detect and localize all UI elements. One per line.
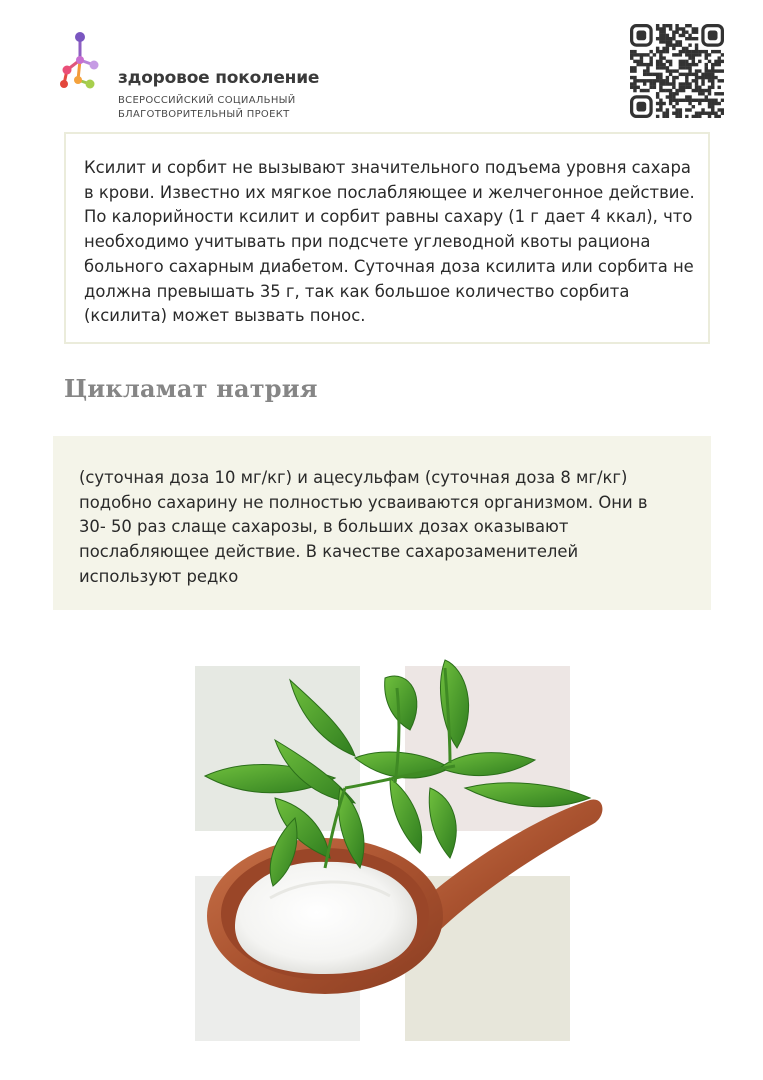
qr-code-icon[interactable] xyxy=(630,24,724,118)
section-heading: Цикламат натрия xyxy=(64,374,318,403)
brand-name: здоровое поколение xyxy=(118,68,320,88)
info-box-cyclamate xyxy=(53,436,711,610)
brand-subtitle xyxy=(118,94,296,122)
white-powder xyxy=(235,862,417,974)
info-box-text: (суточная доза 10 мг/кг) и ацесульфам (суточная доза 8 мг/кг) подобно сахарину не полностью усваиваются организмом. Они в 30- 50 раз слаще сахарозы, в больших дозах оказывают послабляющее действие. В качестве сахарозаменителей используют редко xyxy=(79,468,648,586)
info-box-xylitol xyxy=(64,132,710,344)
molecule-logo-icon xyxy=(58,30,104,92)
info-box-text: Ксилит и сорбит не вызывают значительного подъема уровня сахара в крови. Известно их мягкое послабляющее и желчегонное действие. По калорийности ксилит и сорбит равны сахару (1 г дает 4 ккал), что необходимо учитывать при подсчете углеводной квоты рациона больного сахарным диабетом. Суточная доза ксилита или сорбита не должна превышать 35 г, так как большое количество сорбита (ксилита) может вызвать понос. xyxy=(84,158,695,326)
brand-subtitle-line-1: ВСЕРОССИЙСКИЙ СОЦИАЛЬНЫЙ xyxy=(118,95,296,106)
brand-subtitle-line-2: БЛАГОТВОРИТЕЛЬНЫЙ ПРОЕКТ xyxy=(118,109,290,120)
stevia-spoon-illustration xyxy=(195,648,605,1048)
brand-logo xyxy=(58,30,320,120)
